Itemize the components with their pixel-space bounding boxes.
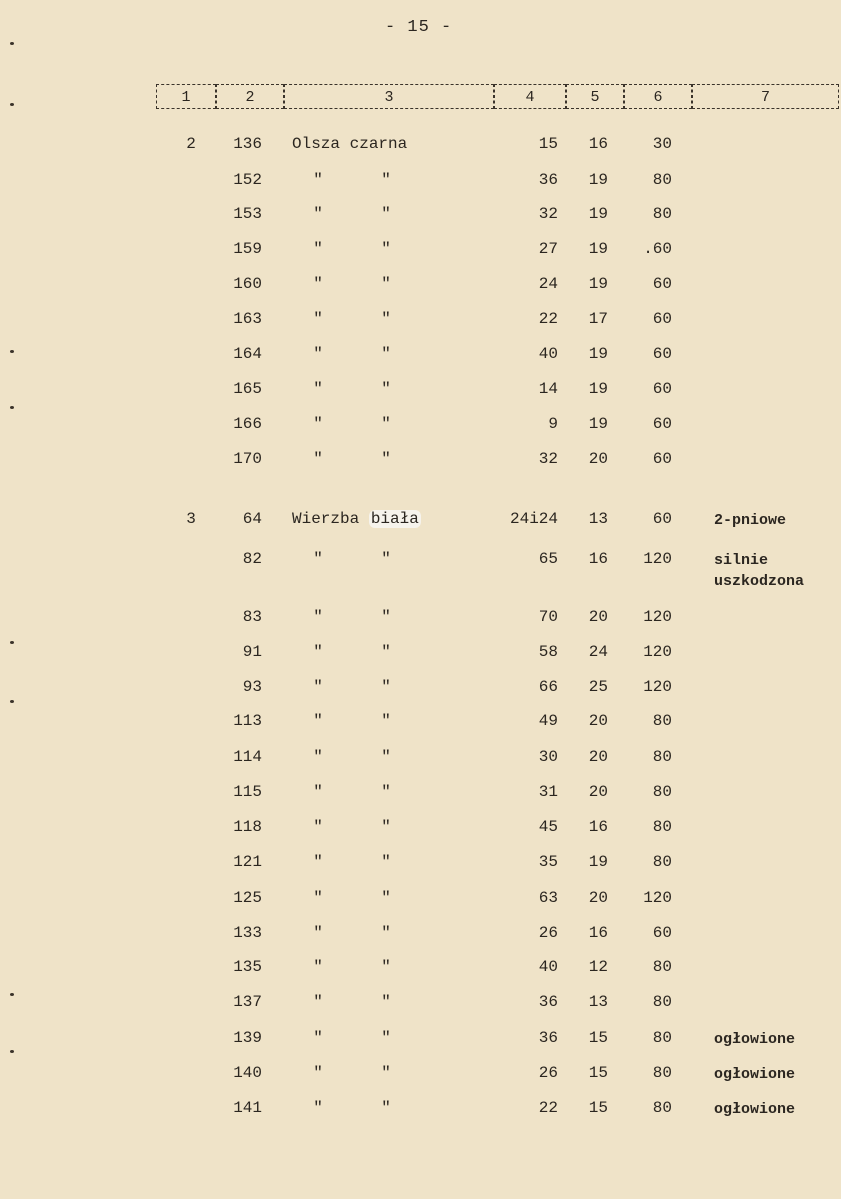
species-cell [292, 205, 396, 223]
ditto-mark: " [381, 853, 391, 871]
table-row [0, 171, 841, 193]
ditto-mark: " [313, 608, 323, 626]
species-cell [292, 345, 396, 363]
ditto-mark: " [313, 550, 323, 568]
ditto-mark: " [313, 958, 323, 976]
tree-number-cell: 125 [233, 889, 262, 907]
table-row [0, 958, 841, 980]
species-cell [292, 310, 396, 328]
diameter-cell: 24i24 [509, 510, 558, 528]
ditto-mark: " [381, 924, 391, 942]
height-cell: 20 [588, 748, 608, 766]
species-cell [292, 135, 407, 153]
ditto-mark: " [381, 783, 391, 801]
diameter-cell: 24 [538, 275, 558, 293]
table-row [0, 1099, 841, 1121]
tree-number-cell: 93 [242, 678, 262, 696]
tree-number-cell: 115 [233, 783, 262, 801]
diameter-cell: 31 [538, 783, 558, 801]
age-cell: 60 [652, 345, 672, 363]
diameter-cell: 32 [538, 205, 558, 223]
height-cell: 25 [588, 678, 608, 696]
diameter-cell: 27 [538, 240, 558, 258]
diameter-cell: 70 [538, 608, 558, 626]
age-cell: 30 [652, 135, 672, 153]
margin-speck [10, 406, 14, 409]
diameter-cell: 65 [538, 550, 558, 568]
ditto-mark: " [313, 818, 323, 836]
age-cell: 60 [652, 924, 672, 942]
age-cell: 80 [652, 958, 672, 976]
remarks-cell [714, 510, 786, 531]
age-cell: 60 [652, 415, 672, 433]
ditto-mark: " [381, 643, 391, 661]
diameter-cell: 58 [538, 643, 558, 661]
species-cell [292, 171, 396, 189]
remarks-cell [714, 1029, 795, 1050]
height-cell: 16 [588, 135, 608, 153]
diameter-cell: 30 [538, 748, 558, 766]
height-cell: 16 [588, 818, 608, 836]
ditto-mark: " [313, 415, 323, 433]
diameter-cell: 36 [538, 171, 558, 189]
ditto-mark: " [313, 748, 323, 766]
ditto-mark: " [381, 380, 391, 398]
age-cell: 120 [643, 889, 672, 907]
diameter-cell: 9 [548, 415, 558, 433]
diameter-cell: 26 [538, 1064, 558, 1082]
tree-number-cell: 152 [233, 171, 262, 189]
ditto-mark: " [313, 1029, 323, 1047]
table-row [0, 712, 841, 734]
ditto-mark: " [313, 993, 323, 1011]
diameter-cell: 45 [538, 818, 558, 836]
ditto-mark: " [381, 450, 391, 468]
species-cell [292, 550, 396, 568]
tree-number-cell: 82 [242, 550, 262, 568]
margin-speck [10, 700, 14, 703]
age-cell: 80 [652, 171, 672, 189]
species-cell [292, 993, 396, 1011]
column-header-1: 1 [156, 84, 216, 109]
column-header-3: 3 [284, 84, 494, 109]
age-cell: 80 [652, 818, 672, 836]
ditto-mark: " [381, 608, 391, 626]
height-cell: 19 [588, 345, 608, 363]
tree-number-cell: 160 [233, 275, 262, 293]
tree-number-cell: 83 [242, 608, 262, 626]
remarks-text: uszkodzona [714, 573, 805, 590]
height-cell: 20 [588, 608, 608, 626]
diameter-cell: 22 [538, 310, 558, 328]
table-row [0, 310, 841, 332]
column-header-7: 7 [692, 84, 839, 109]
species-cell [292, 712, 396, 730]
age-cell: 80 [652, 748, 672, 766]
remarks-text: ogłowione [714, 1066, 796, 1083]
species-cell [292, 783, 396, 801]
species-cell [292, 748, 396, 766]
height-cell: 12 [588, 958, 608, 976]
tree-number-cell: 170 [233, 450, 262, 468]
ditto-mark: " [381, 748, 391, 766]
table-row [0, 853, 841, 875]
diameter-cell: 40 [538, 958, 558, 976]
species-cell [292, 889, 396, 907]
tree-number-cell: 163 [233, 310, 262, 328]
species-cell [292, 608, 396, 626]
height-cell: 19 [588, 380, 608, 398]
species-cell [292, 240, 396, 258]
table-row [0, 678, 841, 700]
height-cell: 15 [588, 1064, 608, 1082]
page-number: - 15 - [385, 18, 453, 37]
margin-speck [10, 1050, 14, 1053]
ditto-mark: " [381, 550, 391, 568]
age-cell: 80 [652, 993, 672, 1011]
table-row [0, 415, 841, 437]
height-cell: 20 [588, 783, 608, 801]
ditto-mark: " [313, 205, 323, 223]
ditto-mark: " [381, 240, 391, 258]
tree-number-cell: 133 [233, 924, 262, 942]
species-cell [292, 958, 396, 976]
age-cell: .60 [643, 240, 672, 258]
ditto-mark: " [313, 171, 323, 189]
ditto-mark: " [313, 1064, 323, 1082]
table-row [0, 240, 841, 262]
tree-number-cell: 153 [233, 205, 262, 223]
height-cell: 16 [588, 550, 608, 568]
tree-number-cell: 137 [233, 993, 262, 1011]
species-cell [292, 1064, 396, 1082]
ditto-mark: " [313, 275, 323, 293]
table-row [0, 510, 841, 532]
species-cell [292, 924, 396, 942]
species-cell [292, 853, 396, 871]
ditto-mark: " [313, 1099, 323, 1117]
ditto-mark: " [313, 924, 323, 942]
age-cell: 60 [652, 380, 672, 398]
ditto-mark: " [313, 783, 323, 801]
table-row [0, 450, 841, 472]
ditto-mark: " [381, 415, 391, 433]
species-cell [292, 818, 396, 836]
table-row [0, 748, 841, 770]
height-cell: 20 [588, 889, 608, 907]
ditto-mark: " [313, 643, 323, 661]
ditto-mark: " [313, 853, 323, 871]
table-row [0, 924, 841, 946]
species-cell [292, 275, 396, 293]
ditto-mark: " [381, 678, 391, 696]
ditto-mark: " [313, 889, 323, 907]
table-row [0, 135, 841, 157]
height-cell: 24 [588, 643, 608, 661]
ditto-mark: " [313, 310, 323, 328]
tree-number-cell: 64 [242, 510, 262, 528]
diameter-cell: 26 [538, 924, 558, 942]
remarks-text: ogłowione [714, 1031, 796, 1048]
remarks-text: silnie [714, 552, 769, 569]
remarks-cell [714, 1099, 795, 1120]
age-cell: 80 [652, 712, 672, 730]
species-cell [292, 415, 396, 433]
age-cell: 120 [643, 643, 672, 661]
tree-number-cell: 91 [242, 643, 262, 661]
ditto-mark: " [313, 345, 323, 363]
section-number-cell: 2 [186, 135, 196, 153]
age-cell: 60 [652, 450, 672, 468]
tree-number-cell: 164 [233, 345, 262, 363]
diameter-cell: 15 [538, 135, 558, 153]
table-row [0, 643, 841, 665]
ditto-mark: " [313, 450, 323, 468]
table-row [0, 818, 841, 840]
ditto-mark: " [381, 993, 391, 1011]
species-cell [292, 1099, 396, 1117]
ditto-mark: " [313, 712, 323, 730]
remarks-cell [714, 1064, 795, 1085]
species-cell [292, 1029, 396, 1047]
remarks-text: ogłowione [714, 1101, 796, 1118]
section-number-cell: 3 [186, 510, 196, 528]
tree-number-cell: 118 [233, 818, 262, 836]
ditto-mark: " [381, 275, 391, 293]
species-name: Wierzba [292, 510, 369, 528]
height-cell: 13 [588, 993, 608, 1011]
height-cell: 15 [588, 1029, 608, 1047]
tree-number-cell: 165 [233, 380, 262, 398]
table-row [0, 205, 841, 227]
diameter-cell: 22 [538, 1099, 558, 1117]
diameter-cell: 66 [538, 678, 558, 696]
column-header-4: 4 [494, 84, 566, 109]
height-cell: 17 [588, 310, 608, 328]
ditto-mark: " [381, 712, 391, 730]
diameter-cell: 36 [538, 1029, 558, 1047]
margin-speck [10, 641, 14, 644]
tree-number-cell: 113 [233, 712, 262, 730]
ditto-mark: " [381, 889, 391, 907]
age-cell: 80 [652, 1099, 672, 1117]
ditto-mark: " [381, 818, 391, 836]
margin-speck [10, 993, 14, 996]
tree-number-cell: 114 [233, 748, 262, 766]
age-cell: 120 [643, 608, 672, 626]
diameter-cell: 36 [538, 993, 558, 1011]
age-cell: 60 [652, 510, 672, 528]
tree-number-cell: 139 [233, 1029, 262, 1047]
ditto-mark: " [381, 958, 391, 976]
age-cell: 80 [652, 1064, 672, 1082]
ditto-mark: " [313, 678, 323, 696]
table-row [0, 993, 841, 1015]
ditto-mark: " [381, 171, 391, 189]
height-cell: 13 [588, 510, 608, 528]
column-header-2: 2 [216, 84, 284, 109]
age-cell: 60 [652, 310, 672, 328]
height-cell: 19 [588, 240, 608, 258]
diameter-cell: 32 [538, 450, 558, 468]
height-cell: 19 [588, 275, 608, 293]
table-row [0, 1064, 841, 1086]
table-row [0, 380, 841, 402]
margin-speck [10, 350, 14, 353]
table-row [0, 783, 841, 805]
table-row [0, 550, 841, 590]
tree-number-cell: 135 [233, 958, 262, 976]
age-cell: 120 [643, 678, 672, 696]
ditto-mark: " [381, 345, 391, 363]
margin-speck [10, 103, 14, 106]
ditto-mark: " [381, 1029, 391, 1047]
remarks-text: 2-pniowe [714, 512, 787, 529]
tree-number-cell: 166 [233, 415, 262, 433]
species-cell [292, 380, 396, 398]
height-cell: 20 [588, 450, 608, 468]
age-cell: 80 [652, 205, 672, 223]
tree-number-cell: 159 [233, 240, 262, 258]
diameter-cell: 49 [538, 712, 558, 730]
table-row [0, 889, 841, 911]
age-cell: 80 [652, 853, 672, 871]
species-name: Olsza czarna [292, 135, 408, 153]
ditto-mark: " [381, 310, 391, 328]
table-row [0, 275, 841, 297]
table-row [0, 1029, 841, 1051]
column-header-6: 6 [624, 84, 692, 109]
height-cell: 19 [588, 171, 608, 189]
ditto-mark: " [381, 205, 391, 223]
remarks-cell [714, 550, 804, 592]
height-cell: 19 [588, 853, 608, 871]
height-cell: 20 [588, 712, 608, 730]
diameter-cell: 63 [538, 889, 558, 907]
ditto-mark: " [313, 240, 323, 258]
height-cell: 19 [588, 205, 608, 223]
ditto-mark: " [381, 1099, 391, 1117]
table-row [0, 345, 841, 367]
diameter-cell: 14 [538, 380, 558, 398]
species-cell [292, 510, 421, 528]
diameter-cell: 40 [538, 345, 558, 363]
species-name-highlight: biała [370, 510, 419, 528]
height-cell: 16 [588, 924, 608, 942]
margin-speck [10, 42, 14, 45]
age-cell: 80 [652, 1029, 672, 1047]
table-row [0, 608, 841, 630]
height-cell: 15 [588, 1099, 608, 1117]
ditto-mark: " [381, 1064, 391, 1082]
species-cell [292, 678, 396, 696]
species-cell [292, 643, 396, 661]
height-cell: 19 [588, 415, 608, 433]
species-cell [292, 450, 396, 468]
ditto-mark: " [313, 380, 323, 398]
tree-number-cell: 141 [233, 1099, 262, 1117]
tree-number-cell: 140 [233, 1064, 262, 1082]
tree-number-cell: 136 [233, 135, 262, 153]
age-cell: 80 [652, 783, 672, 801]
diameter-cell: 35 [538, 853, 558, 871]
column-header-5: 5 [566, 84, 624, 109]
age-cell: 120 [643, 550, 672, 568]
tree-number-cell: 121 [233, 853, 262, 871]
age-cell: 60 [652, 275, 672, 293]
